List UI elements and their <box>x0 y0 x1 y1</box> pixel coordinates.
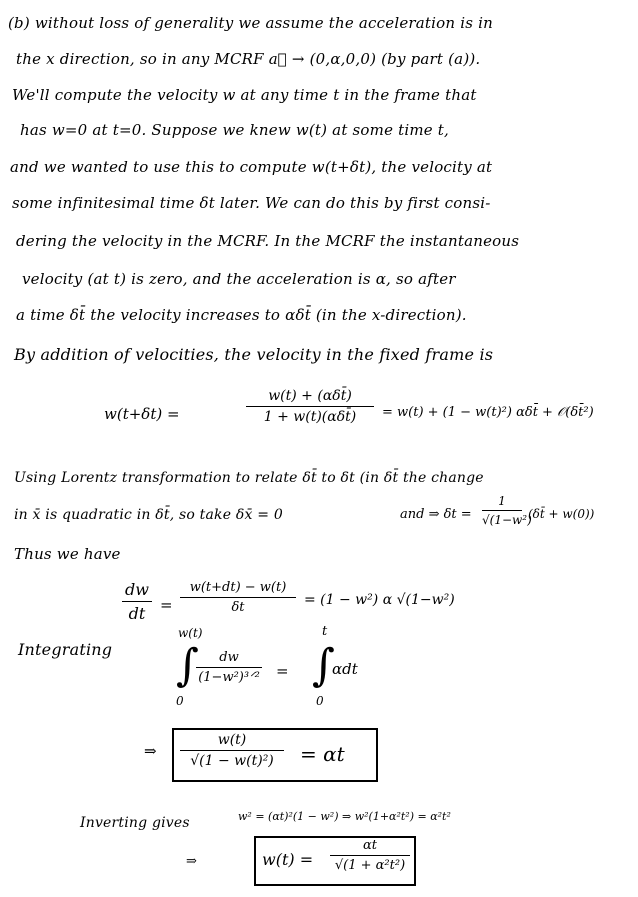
result1-fraction <box>180 732 284 769</box>
integral-equals: = <box>276 662 289 680</box>
delta-t-tail: (δt̄ + w(0)) <box>528 507 595 521</box>
fraction-bar <box>330 855 410 856</box>
inverting-equation: w² = (αt)²(1 − w²) ⇒ w²(1+α²t²) = α²t² <box>238 810 451 823</box>
implies-arrow: ⇒ <box>186 854 197 869</box>
result1-numerator: w(t) <box>217 732 247 748</box>
fraction-bar <box>482 510 522 511</box>
eq1-numerator: w(t) + (αδt̄) <box>268 388 352 404</box>
integrand-denominator: (1−w²)³ᐟ² <box>198 670 260 685</box>
implies-arrow: ⇒ <box>144 742 157 760</box>
difference-numerator: w(t+dt) − w(t) <box>189 580 287 595</box>
inverting-label: Inverting gives <box>80 815 190 831</box>
result1-rhs: = αt <box>300 742 345 766</box>
difference-quotient-fraction <box>180 580 296 615</box>
eq1-denominator: 1 + w(t)(αδt̄) <box>263 409 357 425</box>
dw-numerator: dw <box>125 580 149 599</box>
integrand-fraction <box>196 650 262 685</box>
paragraph-line: velocity (at t) is zero, and the acceleration is α, so after <box>22 270 456 288</box>
integral-lower-limit: 0 <box>176 694 184 708</box>
paragraph-line: Using Lorentz transformation to relate δt̄ to δt (in δt̄ the change <box>14 470 484 486</box>
paragraph-line: dering the velocity in the MCRF. In the MCRF the instantaneous <box>16 232 520 250</box>
integrand-numerator: dw <box>219 650 239 665</box>
paragraph-line: We'll compute the velocity w at any time t in the frame that <box>12 86 477 104</box>
eq2-rhs: = (1 − w²) α √(1−w²) <box>304 592 455 608</box>
eq1-rhs: = w(t) + (1 − w(t)²) αδt̄ + 𝒪(δt̄²) <box>382 405 594 420</box>
paragraph-line: has w=0 at t=0. Suppose we knew w(t) at some time t, <box>20 121 450 139</box>
equals-sign: = <box>160 596 173 614</box>
integral-lower-limit: 0 <box>316 694 324 708</box>
integral-sign: ∫ <box>176 640 199 691</box>
paragraph-line: a time δt̄ the velocity increases to αδt̄ (in the x-direction). <box>16 306 467 324</box>
paragraph-line: in x̄ is quadratic in δt̄, so take δx̄ = 0 <box>14 507 283 523</box>
dt-denominator: dt <box>128 604 146 623</box>
fraction-bar <box>180 750 284 751</box>
fraction-bar <box>196 667 262 668</box>
lorentz-factor-fraction <box>482 494 532 527</box>
result1-denominator: √(1 − w(t)²) <box>190 753 274 769</box>
paragraph-line: some infinitesimal time δt later. We can do this by first consi- <box>12 194 491 212</box>
eq1-fraction <box>246 388 374 425</box>
fraction-bar <box>180 597 296 598</box>
result2-numerator: αt <box>362 838 377 853</box>
fraction-bar <box>122 601 152 602</box>
paragraph-line: the x direction, so in any MCRF a⃗ → (0,α,0,0) (by part (a)). <box>16 50 481 68</box>
paragraph-line: and we wanted to use this to compute w(t+δt), the velocity at <box>10 158 493 176</box>
integral-upper-limit: t <box>322 624 328 639</box>
difference-denominator: δt <box>231 600 245 615</box>
dw-dt-fraction <box>122 580 152 623</box>
integral-sign: ∫ <box>312 640 335 691</box>
result2-fraction <box>330 838 410 873</box>
result2-denominator: √(1 + α²t²) <box>334 858 406 873</box>
delta-t-relation: and ⇒ δt = <box>400 507 472 522</box>
result2-lhs: w(t) = <box>262 850 314 869</box>
integrating-label: Integrating <box>18 640 113 659</box>
lorentz-numerator: 1 <box>498 494 506 508</box>
fraction-bar <box>246 406 374 407</box>
integral-rhs: αdt <box>332 660 358 678</box>
lorentz-denominator: √(1−w²) <box>482 513 532 527</box>
thus-line: Thus we have <box>14 545 121 563</box>
paragraph-line: By addition of velocities, the velocity in the fixed frame is <box>14 345 494 364</box>
integral-upper-limit: w(t) <box>178 626 203 640</box>
paragraph-line: (b) without loss of generality we assume the acceleration is in <box>8 14 493 32</box>
eq1-lhs: w(t+δt) = <box>104 405 180 423</box>
